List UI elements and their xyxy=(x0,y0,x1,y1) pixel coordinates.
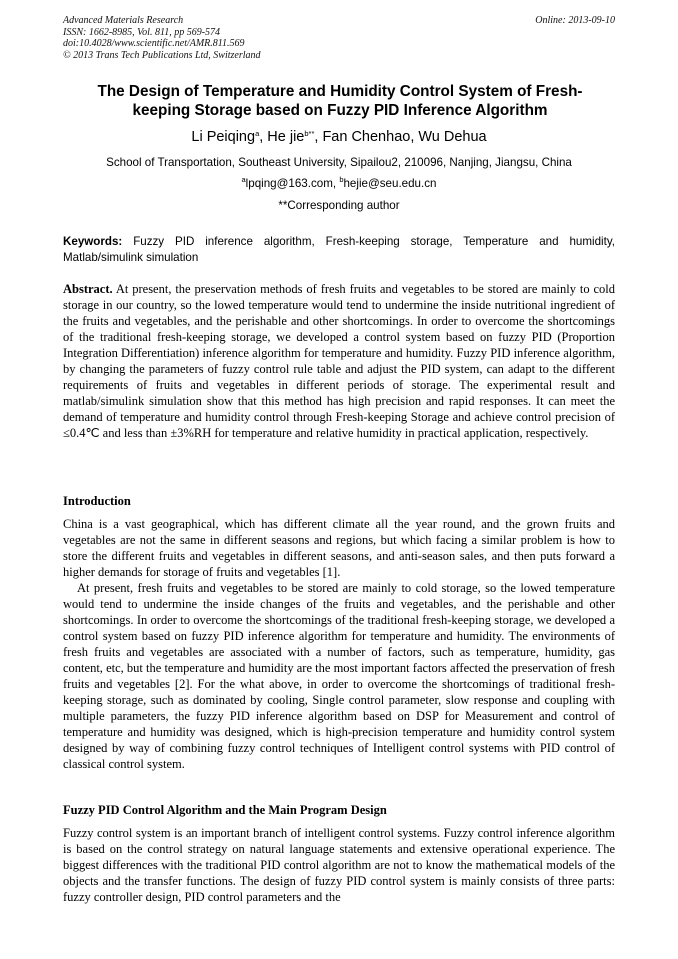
keywords-text: Fuzzy PID inference algorithm, Fresh-keeping storage, Temperature and humidity, Matlab/simulink simulation xyxy=(63,235,615,264)
introduction-heading: Introduction xyxy=(63,494,131,508)
abstract xyxy=(63,281,615,441)
email-a-superscript: a xyxy=(241,175,246,184)
journal-name: Advanced Materials Research xyxy=(63,15,184,26)
paper-title: The Design of Temperature and Humidity Control System of Fresh-keeping Storage based on Fuzzy PID Inference Algorithm xyxy=(97,83,583,119)
introduction-paragraph-1: China is a vast geographical, which has different climate all the year round, and the grown fruits and vegetables are not the same in different seasons and regions, but which facing a similar problem is how to store the different fruits and vegetables in different seasons, and anti-season sales, and then puts forward a higher demands for storage of fruits and vegetables [1]. xyxy=(63,517,615,579)
issn-line: ISSN: 1662-8985, Vol. 811, pp 569-574 xyxy=(63,26,221,38)
section-2-paragraph-1: Fuzzy control system is an important branch of intelligent control systems. Fuzzy control inference algorithm is based on the control strategy on natural language statements and extensive operational experience. The biggest differences with the traditional PID control algorithm are not to know the mathematical models of the objects and the transfer functions. The design of fuzzy PID control system is mainly consists of three parts: fuzzy controller design, PID control parameters and the xyxy=(63,826,615,904)
abstract-label: Abstract. xyxy=(63,282,113,296)
author-1: Li Peiqing xyxy=(191,129,256,145)
author-2-superscript: b** xyxy=(304,129,315,138)
author-separator: , xyxy=(259,129,268,145)
section-2-heading: Fuzzy PID Control Algorithm and the Main Program Design xyxy=(63,803,387,817)
abstract-text: At present, the preservation methods of fresh fruits and vegetables to be stored are mainly to cold storage in our country, so the lowed temperature would tend to undermine the inside nutritional ingredient of the fruits and vegetables, and the perishable and other shortcomings. In order to overcome the shortcomings of the traditional fresh-keeping storage, we developed a control system based on fuzzy PID (Proportion Integration Differentiation) inference algorithm for temperature and humidity. Fuzzy PID inference algorithm, by changing the parameters of fuzzy control rule table and adjust the PID system, can adapt to the different requirements of fruits and vegetables in different periods of storage. The experimental result and matlab/simulink simulation show that this method has high precision and rapid responses. It can meet the demand of temperature and humidity control through Fresh-keeping Storage and achieve control precision of ≤0.4℃ and less than ±3%RH for temperature and relative humidity in practical application, respectively. xyxy=(63,282,615,440)
email-separator: , xyxy=(332,177,340,190)
email-line xyxy=(63,177,615,191)
online-date: Online: 2013-09-10 xyxy=(535,15,615,26)
doi-line: doi:10.4028/www.scientific.net/AMR.811.569 xyxy=(63,38,245,49)
author-list xyxy=(63,128,615,146)
keywords xyxy=(63,234,615,266)
email-b: hejie@seu.edu.cn xyxy=(343,177,437,190)
copyright-line: © 2013 Trans Tech Publications Ltd, Switzerland xyxy=(63,49,261,61)
author-1-superscript: a xyxy=(255,129,260,138)
affiliation: School of Transportation, Southeast University, Sipailou2, 210096, Nanjing, Jiangsu, China xyxy=(106,156,572,169)
keywords-label: Keywords: xyxy=(63,235,123,248)
email-a: lpqing@163.com xyxy=(245,177,333,190)
introduction-paragraph-2: At present, fresh fruits and vegetables to be stored are mainly to cold storage, so the lowed temperature would tend to undermine the inside changes of the fruits and vegetables, and the perishable and other shortcomings. In order to overcome the shortcomings of the traditional fresh-keeping storage, we developed a control system based on fuzzy PID inference algorithm for temperature and humidity. The environments of fresh fruits and vegetables are associated with a number of factors, such as temperature, humidity, gas content, etc, but the temperature and humidity are the most important factors affected the preservation of fresh fruits and vegetables [2]. For the what above, in order to overcome the shortcomings of traditional fresh-keeping storage, such as dominated by cooling, Single control parameter, slow response and coupling with multiple parameters, the fuzzy PID inference algorithm based on DSP for Measurement and control of temperature and humidity was designed, which is high-precision temperature and humidity control system designed by way of combining fuzzy control techniques of Intelligent control systems with PID control of classical control system. xyxy=(63,581,615,771)
email-b-superscript: b xyxy=(339,175,344,184)
other-authors: , Fan Chenhao, Wu Dehua xyxy=(314,129,487,145)
corresponding-author-note: **Corresponding author xyxy=(278,199,400,212)
journal-header xyxy=(63,15,615,61)
author-2: He jie xyxy=(267,129,305,145)
